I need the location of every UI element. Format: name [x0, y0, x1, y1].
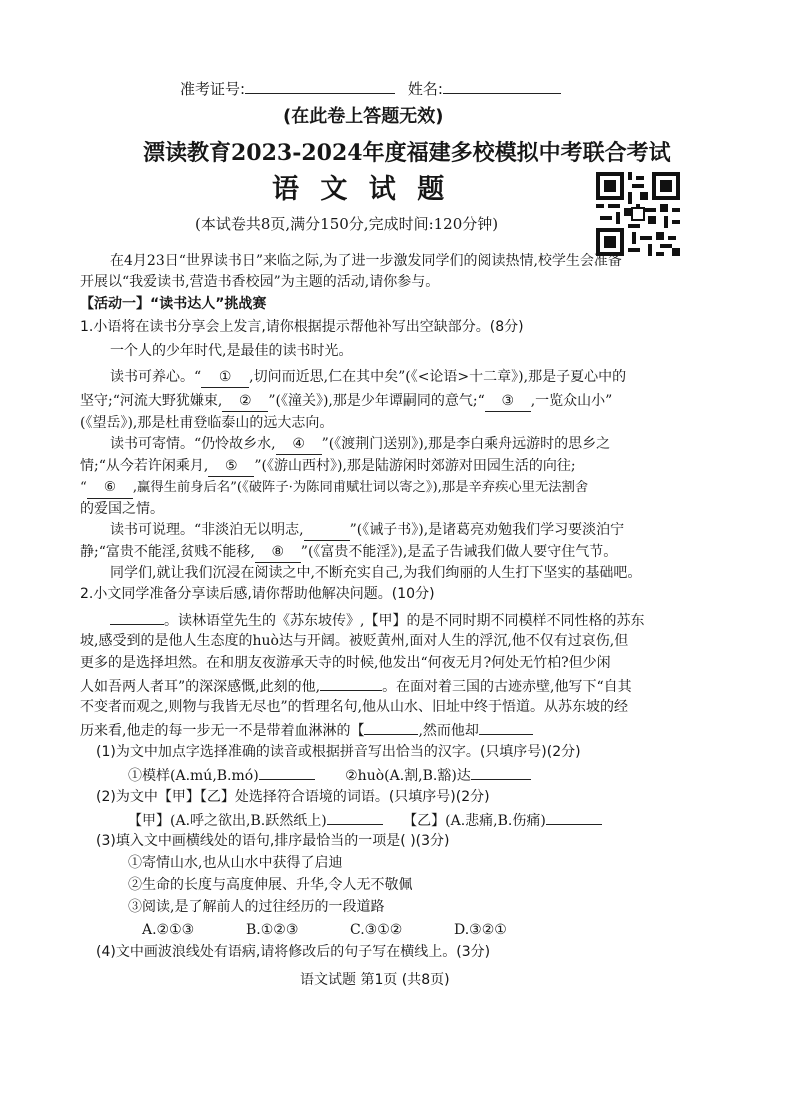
- q2-stem: 2.小文同学准备分享读后感,请你帮助他解决问题。(10分): [80, 586, 435, 602]
- choice-d[interactable]: D.③②①: [454, 922, 507, 938]
- s1-b-answer[interactable]: [471, 764, 531, 780]
- warning-text: (在此卷上答题无效): [283, 106, 444, 127]
- name-label: 姓名:: [407, 80, 443, 98]
- q2-text-1: 。读林语堂先生的《苏东坡传》,【甲】的是不同时期不同模样不同性格的苏东: [110, 609, 644, 631]
- q2-text-2: 坡,感受到的是他人生态度的huò达与开阔。被贬黄州,面对人生的浮沉,他不仅有过哀伤,但: [80, 633, 629, 649]
- q2-mid-blank[interactable]: [320, 675, 382, 691]
- q2-yi-blank[interactable]: [364, 719, 418, 735]
- q2-opening-blank[interactable]: [110, 609, 164, 625]
- q2-sub-1: (1)为文中加点字选择准确的读音或根据拼音写出恰当的汉字。(只填序号)(2分): [96, 744, 581, 760]
- choice-a[interactable]: A.②①③: [142, 922, 195, 938]
- name-field[interactable]: [443, 78, 561, 94]
- q1-para-0: 一个人的少年时代,是最佳的读书时光。: [110, 343, 353, 359]
- q1-para-2b: 情;“从今若许闲乘月, ⑤ ”(《游山西村》),那是陆游闲时郊游对田园生活的向往;: [80, 456, 576, 477]
- q2-text-6: 历来看,他走的每一步无一不是带着血淋淋的【 ,然而他却: [80, 719, 533, 741]
- exam-title: 漂读教育2023-2024年度福建多校模拟中考联合考试: [143, 140, 671, 166]
- q2-sub-3-option-3: ③阅读,是了解前人的过往经历的一段道路: [128, 899, 385, 915]
- q1-para-3a: 读书可说理。“非淡泊无以明志, ”(《诫子书》),是诸葛亮劝勉我们学习要淡泊宁: [110, 520, 624, 541]
- page-footer: 语文试题 第1页 (共8页): [300, 972, 450, 988]
- s2-a-answer[interactable]: [327, 809, 383, 825]
- q2-sub-4: (4)文中画波浪线处有语病,请将修改后的句子写在横线上。(3分): [96, 944, 491, 960]
- q1-para-2d: 的爱国之情。: [80, 501, 164, 517]
- candidate-no-field[interactable]: [245, 78, 395, 94]
- blank-6[interactable]: ⑥: [87, 478, 133, 499]
- subject-title: 语 文 试 题: [272, 174, 451, 205]
- blank-4[interactable]: ④: [276, 434, 322, 455]
- q2-sub-2: (2)为文中【甲】【乙】处选择符合语境的词语。(只填序号)(2分): [96, 789, 490, 805]
- q2-end-blank[interactable]: [479, 719, 533, 735]
- blank-3[interactable]: ③: [485, 391, 531, 412]
- candidate-no-label: 准考证号:: [180, 80, 246, 98]
- q1-para-3b: 静;“富贵不能淫,贫贱不能移, ⑧ ”(《富贵不能淫》),是孟子告诫我们做人要守住气节。: [80, 542, 617, 563]
- q2-sub-3: (3)填入文中画横线处的语句,排序最恰当的一项是( )(3分): [96, 833, 450, 849]
- q2-sub-3-choices: [142, 920, 507, 940]
- qr-code: [596, 172, 680, 256]
- candidate-line: [180, 78, 561, 99]
- activity-1-heading: 【活动一】“读书达人”挑战赛: [80, 296, 267, 312]
- q2-sub-3-option-2: ②生命的长度与高度伸展、升华,令人无不敬佩: [128, 877, 413, 893]
- q1-para-1a: 读书可养心。“ ① ,切问而近思,仁在其中矣”(《<论语>十二章》),那是子夏心中的: [110, 367, 626, 388]
- intro-line-1: 在4月23日“世界读书日”来临之际,为了进一步激发同学们的阅读热情,校学生会准备: [110, 253, 622, 269]
- q2-sub-2-options: 【甲】(A.呼之欲出,B.跃然纸上) 【乙】(A.悲痛,B.伤痛): [128, 809, 602, 831]
- q2-text-5: 不变者而观之,则物与我皆无尽也”的哲理名句,他从山水、旧址中终于悟道。从苏东坡的经: [80, 699, 629, 715]
- q2-sub-3-option-1: ①寄情山水,也从山水中获得了启迪: [128, 855, 343, 871]
- q1-stem: 1.小语将在读书分享会上发言,请你根据提示帮他补写出空缺部分。(8分): [80, 319, 524, 335]
- q2-text-3: 更多的是选择坦然。在和朋友夜游承天寺的时候,他发出“何夜无月?何处无竹柏?但少闲: [80, 655, 611, 671]
- exam-info: (本试卷共8页,满分150分,完成时间:120分钟): [195, 215, 499, 233]
- s2-b-answer[interactable]: [546, 809, 602, 825]
- blank-1[interactable]: ①: [201, 367, 249, 388]
- q1-para-4: 同学们,就让我们沉浸在阅读之中,不断充实自己,为我们绚丽的人生打下坚实的基础吧。: [110, 565, 642, 581]
- q2-sub-1-options: ①模样(A.mú,B.mó) ②huò(A.割,B.豁)达: [128, 764, 531, 786]
- intro-line-2: 开展以“我爱读书,营造书香校园”为主题的活动,请你参与。: [80, 274, 440, 290]
- blank-5[interactable]: ⑤: [208, 456, 254, 477]
- blank-8[interactable]: ⑧: [255, 542, 301, 563]
- q1-para-1c: (《望岳》),那是杜甫登临泰山的远大志向。: [80, 415, 334, 431]
- q1-para-2a: 读书可寄情。“仍怜故乡水, ④ ”(《渡荆门送别》),那是李白乘舟远游时的思乡之: [110, 434, 610, 455]
- choice-c[interactable]: C.③①②: [350, 922, 403, 938]
- s1-a-answer[interactable]: [259, 764, 315, 780]
- q1-para-1b: 坚守;“河流大野犹嫌束, ② ”(《潼关》),那是少年谭嗣同的意气;“ ③ ,一览众山小”: [80, 391, 612, 412]
- choice-b[interactable]: B.①②③: [246, 922, 299, 938]
- blank-2[interactable]: ②: [222, 391, 268, 412]
- blank-7[interactable]: [304, 520, 350, 541]
- q2-text-4: 人如吾两人者耳”的深深感慨,此刻的他, 。在面对着三国的古迹赤壁,他写下“自其: [80, 675, 632, 697]
- q1-para-2c: “ ⑥ ,赢得生前身后名”(《破阵子·为陈同甫赋壮词以寄之》),那是辛弃疾心里无法割舍: [80, 478, 588, 499]
